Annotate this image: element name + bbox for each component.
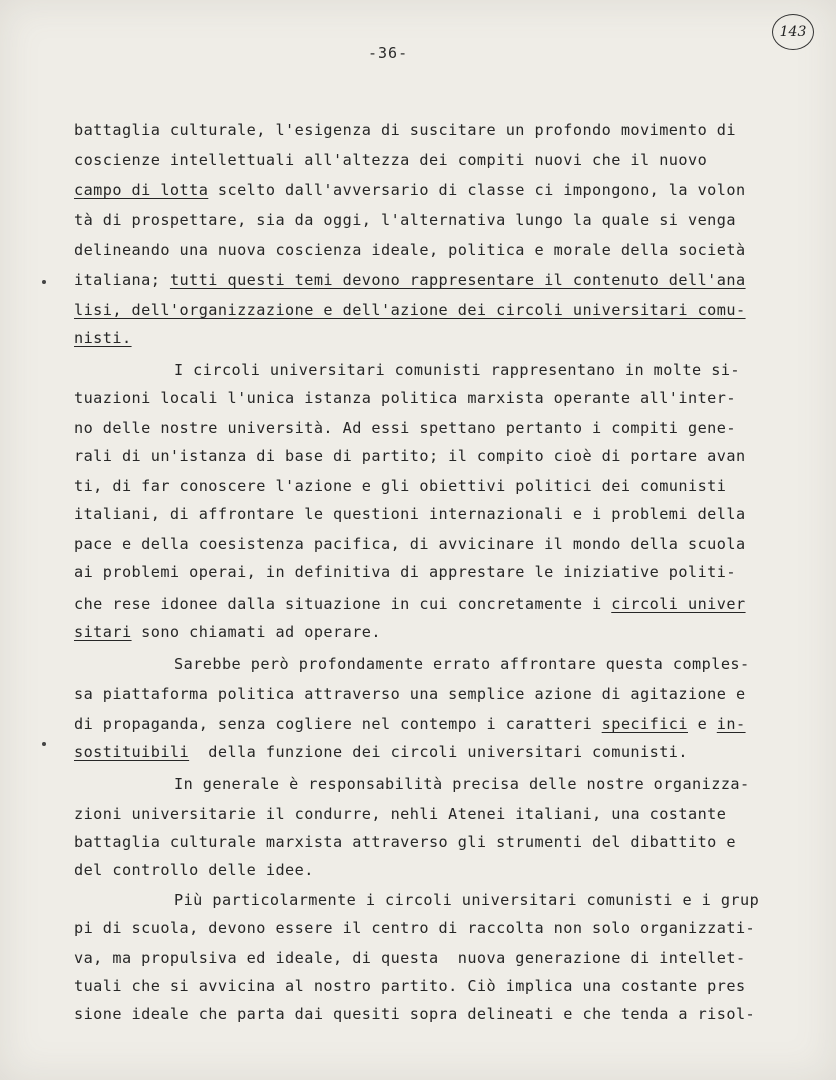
text-line xyxy=(174,654,750,674)
text-line xyxy=(74,300,746,320)
underlined-text: circoli univer xyxy=(611,595,746,613)
text-line xyxy=(174,360,740,380)
text-line xyxy=(74,328,132,348)
text-segment: italiana; xyxy=(74,271,170,289)
text-segment: no delle nostre università. Ad essi spettano pertanto i compiti gene- xyxy=(74,419,736,437)
text-line xyxy=(74,622,381,642)
text-segment: Sarebbe però profondamente errato affrontare questa comples- xyxy=(174,655,750,673)
text-segment: di propaganda, senza cogliere nel contempo i caratteri xyxy=(74,715,602,733)
text-line xyxy=(74,860,314,880)
text-line xyxy=(74,504,746,524)
text-segment: che rese idonee dalla situazione in cui concretamente i xyxy=(74,595,612,613)
underlined-text: lisi, dell'organizzazione e dell'azione dei circoli universitari comu- xyxy=(74,301,746,319)
underlined-text: tutti questi temi devono rappresentare il contenuto dell'ana xyxy=(169,271,746,289)
margin-mark xyxy=(42,280,46,284)
text-segment: pace e della coesistenza pacifica, di avvicinare il mondo della scuola xyxy=(74,535,746,553)
text-segment: pi di scuola, devono essere il centro di raccolta non solo organizzati- xyxy=(74,919,756,937)
text-line xyxy=(74,1004,755,1024)
text-segment: della funzione dei circoli universitari comunisti. xyxy=(189,743,688,761)
underlined-text: in- xyxy=(716,715,746,733)
text-segment: zioni universitarie il condurre, nehli Atenei italiani, una costante xyxy=(74,805,727,823)
text-line xyxy=(74,240,746,260)
text-segment: sa piattaforma politica attraverso una semplice azione di agitazione e xyxy=(74,685,746,703)
text-line xyxy=(74,476,726,496)
text-line xyxy=(74,120,736,140)
text-segment: delineando una nuova coscienza ideale, politica e morale della società xyxy=(74,241,746,259)
text-segment: In generale è responsabilità precisa delle nostre organizza- xyxy=(174,775,750,793)
text-segment: sono chiamati ad operare. xyxy=(131,623,381,641)
underlined-text: specifici xyxy=(601,715,688,733)
text-segment: coscienze intellettuali all'altezza dei compiti nuovi che il nuovo xyxy=(74,151,708,169)
text-segment: battaglia culturale marxista attraverso gli strumenti del dibattito e xyxy=(74,833,736,851)
text-segment: sione ideale che parta dai quesiti sopra delineati e che tenda a risol- xyxy=(74,1005,756,1023)
text-line xyxy=(174,774,750,794)
text-line xyxy=(74,150,707,170)
underlined-text: campo di lotta xyxy=(74,181,209,199)
text-segment: I circoli universitari comunisti rappresentano in molte si- xyxy=(174,361,741,379)
text-line xyxy=(74,594,746,614)
underlined-text: sostituibili xyxy=(74,743,190,761)
text-line xyxy=(74,714,746,734)
text-segment: e xyxy=(688,715,717,733)
text-line xyxy=(174,890,759,910)
text-segment: va, ma propulsiva ed ideale, di questa nuova generazione di intellet- xyxy=(74,949,746,967)
text-segment: del controllo delle idee. xyxy=(74,861,314,879)
underlined-text: nisti. xyxy=(74,329,132,347)
text-line xyxy=(74,948,746,968)
text-segment: ti, di far conoscere l'azione e gli obiettivi politici dei comunisti xyxy=(74,477,727,495)
text-segment: tà di prospettare, sia da oggi, l'alternativa lungo la quale si venga xyxy=(74,211,736,229)
text-line xyxy=(74,804,726,824)
archive-stamp: 143 xyxy=(772,14,814,50)
text-segment: ai problemi operai, in definitiva di apprestare le iniziative politi- xyxy=(74,563,736,581)
text-line xyxy=(74,180,746,200)
text-line xyxy=(74,918,755,938)
text-line xyxy=(74,742,688,762)
text-line xyxy=(74,270,746,290)
text-line xyxy=(74,832,736,852)
text-line xyxy=(74,976,746,996)
text-segment: rali di un'istanza di base di partito; il compito cioè di portare avan xyxy=(74,447,746,465)
text-segment: Più particolarmente i circoli universitari comunisti e i grup xyxy=(174,891,760,909)
text-line xyxy=(74,418,736,438)
text-segment: tuazioni locali l'unica istanza politica marxista operante all'inter- xyxy=(74,389,736,407)
margin-mark xyxy=(42,742,46,746)
text-segment: tuali che si avvicina al nostro partito. Ciò implica una costante pres xyxy=(74,977,746,995)
text-segment: scelto dall'avversario di classe ci impongono, la volon xyxy=(208,181,746,199)
text-line xyxy=(74,684,746,704)
page-number: -36- xyxy=(368,44,409,62)
text-line xyxy=(74,210,736,230)
underlined-text: sitari xyxy=(74,623,132,641)
text-line xyxy=(74,534,746,554)
text-segment: battaglia culturale, l'esigenza di suscitare un profondo movimento di xyxy=(74,121,736,139)
text-line xyxy=(74,446,746,466)
text-line xyxy=(74,388,736,408)
text-line xyxy=(74,562,736,582)
text-segment: italiani, di affrontare le questioni internazionali e i problemi della xyxy=(74,505,746,523)
